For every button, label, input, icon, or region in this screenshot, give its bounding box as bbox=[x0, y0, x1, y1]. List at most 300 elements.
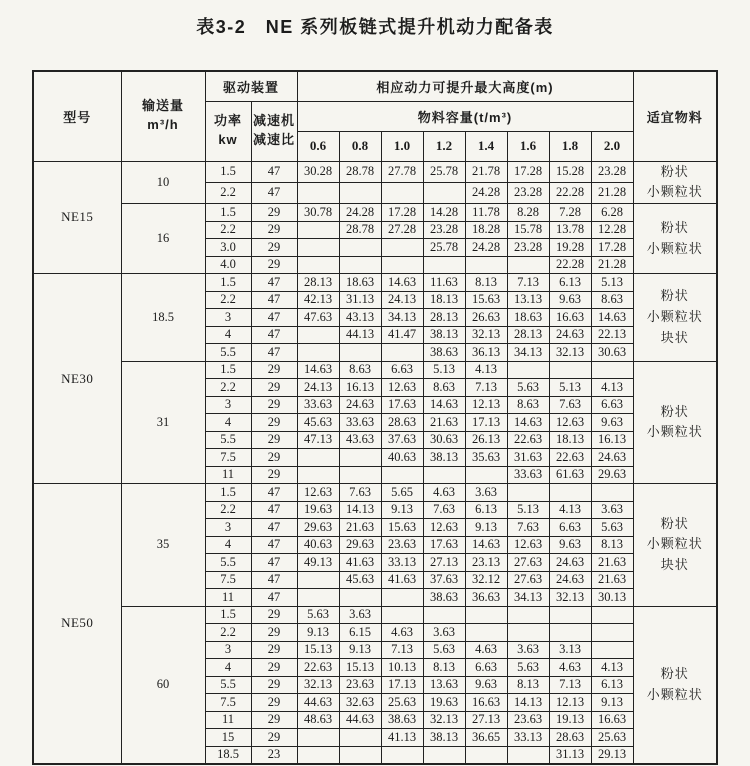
suitable-material-label: 粉状 bbox=[660, 515, 689, 531]
header-capacity-line2: m³/h bbox=[147, 117, 179, 133]
height-value-cell: 15.13 bbox=[297, 641, 339, 659]
height-value-cell: 32.13 bbox=[297, 676, 339, 694]
height-value-cell: 30.13 bbox=[591, 589, 633, 607]
height-value-cell: 3.63 bbox=[591, 501, 633, 519]
height-value-cell: 7.63 bbox=[549, 396, 591, 414]
height-value-cell: 7.13 bbox=[549, 676, 591, 694]
height-value-cell: 9.63 bbox=[549, 291, 591, 309]
header-suitable: 适宜物料 bbox=[633, 71, 717, 161]
height-value-cell: 31.13 bbox=[339, 291, 381, 309]
suitable-material-label: 小颗粒状 bbox=[646, 240, 703, 256]
ratio-cell: 29 bbox=[251, 431, 297, 449]
height-value-cell bbox=[465, 606, 507, 624]
power-cell: 7.5 bbox=[205, 694, 251, 712]
height-value-cell bbox=[507, 484, 549, 502]
height-value-cell: 25.78 bbox=[423, 161, 465, 182]
height-value-cell: 24.63 bbox=[549, 326, 591, 344]
header-capacity bbox=[121, 71, 205, 161]
height-value-cell bbox=[297, 239, 339, 257]
height-value-cell: 24.13 bbox=[381, 291, 423, 309]
height-value-cell: 12.13 bbox=[549, 694, 591, 712]
ratio-cell: 47 bbox=[251, 484, 297, 502]
height-value-cell: 17.28 bbox=[591, 239, 633, 257]
height-value-cell: 6.63 bbox=[465, 659, 507, 677]
ratio-cell: 29 bbox=[251, 361, 297, 379]
height-value-cell: 22.28 bbox=[549, 182, 591, 203]
height-value-cell: 8.28 bbox=[507, 204, 549, 222]
height-value-cell: 34.13 bbox=[507, 589, 549, 607]
power-cell: 2.2 bbox=[205, 379, 251, 397]
height-value-cell bbox=[297, 326, 339, 344]
suitable-cell bbox=[633, 274, 717, 362]
ratio-cell: 29 bbox=[251, 466, 297, 484]
height-value-cell: 38.63 bbox=[423, 344, 465, 362]
height-value-cell: 6.13 bbox=[549, 274, 591, 292]
ratio-cell: 47 bbox=[251, 344, 297, 362]
height-value-cell: 5.13 bbox=[423, 361, 465, 379]
height-value-cell: 26.63 bbox=[465, 309, 507, 327]
height-value-cell: 24.13 bbox=[297, 379, 339, 397]
height-value-cell: 9.63 bbox=[465, 676, 507, 694]
height-value-cell: 25.78 bbox=[423, 239, 465, 257]
height-value-cell: 32.13 bbox=[465, 326, 507, 344]
height-value-cell: 17.28 bbox=[507, 161, 549, 182]
height-value-cell bbox=[507, 606, 549, 624]
height-value-cell: 28.13 bbox=[297, 274, 339, 292]
height-value-cell: 7.13 bbox=[507, 274, 549, 292]
height-value-cell: 22.13 bbox=[591, 326, 633, 344]
height-value-cell: 48.63 bbox=[297, 711, 339, 729]
height-value-cell: 14.63 bbox=[507, 414, 549, 432]
header-density-col: 1.8 bbox=[549, 131, 591, 161]
power-cell: 15 bbox=[205, 729, 251, 747]
height-value-cell: 31.13 bbox=[549, 746, 591, 764]
height-value-cell: 47.63 bbox=[297, 309, 339, 327]
header-density-col: 1.2 bbox=[423, 131, 465, 161]
table-body bbox=[33, 161, 717, 764]
height-value-cell: 24.63 bbox=[549, 554, 591, 572]
height-value-cell: 32.63 bbox=[339, 694, 381, 712]
height-value-cell: 27.63 bbox=[507, 571, 549, 589]
height-value-cell bbox=[339, 449, 381, 467]
height-value-cell bbox=[339, 589, 381, 607]
height-value-cell bbox=[507, 361, 549, 379]
height-value-cell: 19.13 bbox=[549, 711, 591, 729]
height-value-cell: 27.28 bbox=[381, 221, 423, 239]
height-value-cell: 8.13 bbox=[591, 536, 633, 554]
height-value-cell: 17.63 bbox=[423, 536, 465, 554]
capacity-cell: 31 bbox=[121, 361, 205, 484]
power-cell: 1.5 bbox=[205, 161, 251, 182]
power-cell: 4 bbox=[205, 536, 251, 554]
height-value-cell: 24.28 bbox=[339, 204, 381, 222]
height-value-cell: 21.28 bbox=[591, 256, 633, 274]
capacity-cell: 18.5 bbox=[121, 274, 205, 362]
height-value-cell: 9.13 bbox=[297, 624, 339, 642]
height-value-cell: 36.63 bbox=[465, 589, 507, 607]
height-value-cell bbox=[381, 589, 423, 607]
ratio-cell: 47 bbox=[251, 309, 297, 327]
height-value-cell: 44.63 bbox=[297, 694, 339, 712]
height-value-cell bbox=[423, 466, 465, 484]
height-value-cell: 28.13 bbox=[423, 309, 465, 327]
height-value-cell: 21.63 bbox=[591, 554, 633, 572]
header-max-height: 相应动力可提升最大高度(m) bbox=[297, 71, 633, 101]
ratio-cell: 29 bbox=[251, 659, 297, 677]
height-value-cell: 16.13 bbox=[339, 379, 381, 397]
height-value-cell: 7.13 bbox=[465, 379, 507, 397]
height-value-cell: 18.63 bbox=[507, 309, 549, 327]
height-value-cell: 11.78 bbox=[465, 204, 507, 222]
height-value-cell: 19.28 bbox=[549, 239, 591, 257]
height-value-cell: 8.63 bbox=[423, 379, 465, 397]
height-value-cell: 9.63 bbox=[591, 414, 633, 432]
height-value-cell: 14.63 bbox=[591, 309, 633, 327]
height-value-cell: 6.63 bbox=[549, 519, 591, 537]
height-value-cell bbox=[381, 344, 423, 362]
capacity-cell: 60 bbox=[121, 606, 205, 764]
ratio-cell: 29 bbox=[251, 396, 297, 414]
height-value-cell: 45.63 bbox=[339, 571, 381, 589]
height-value-cell: 41.63 bbox=[381, 571, 423, 589]
ratio-cell: 29 bbox=[251, 624, 297, 642]
suitable-cell bbox=[633, 204, 717, 274]
height-value-cell: 40.63 bbox=[381, 449, 423, 467]
height-value-cell: 14.13 bbox=[507, 694, 549, 712]
power-cell: 1.5 bbox=[205, 204, 251, 222]
height-value-cell: 17.63 bbox=[381, 396, 423, 414]
ratio-cell: 29 bbox=[251, 414, 297, 432]
height-value-cell bbox=[339, 466, 381, 484]
power-cell: 11 bbox=[205, 711, 251, 729]
height-value-cell: 38.63 bbox=[423, 589, 465, 607]
power-cell: 5.5 bbox=[205, 676, 251, 694]
height-value-cell bbox=[423, 746, 465, 764]
height-value-cell: 9.13 bbox=[381, 501, 423, 519]
ratio-cell: 29 bbox=[251, 379, 297, 397]
ratio-cell: 29 bbox=[251, 256, 297, 274]
height-value-cell: 7.63 bbox=[507, 519, 549, 537]
height-value-cell: 14.63 bbox=[297, 361, 339, 379]
height-value-cell: 30.28 bbox=[297, 161, 339, 182]
ratio-cell: 29 bbox=[251, 729, 297, 747]
height-value-cell: 18.13 bbox=[423, 291, 465, 309]
ratio-cell: 29 bbox=[251, 606, 297, 624]
header-power-line1: 功率 bbox=[213, 113, 242, 129]
height-value-cell: 23.63 bbox=[339, 676, 381, 694]
height-value-cell: 38.13 bbox=[423, 326, 465, 344]
header-drive: 驱动装置 bbox=[205, 71, 297, 101]
power-cell: 2.2 bbox=[205, 291, 251, 309]
height-value-cell: 6.13 bbox=[591, 676, 633, 694]
height-value-cell: 24.28 bbox=[465, 182, 507, 203]
height-value-cell bbox=[297, 466, 339, 484]
height-value-cell: 14.63 bbox=[465, 536, 507, 554]
height-value-cell: 7.28 bbox=[549, 204, 591, 222]
height-value-cell: 29.13 bbox=[591, 746, 633, 764]
suitable-cell bbox=[633, 161, 717, 204]
suitable-material-label: 小颗粒状 bbox=[646, 536, 703, 552]
height-value-cell: 40.63 bbox=[297, 536, 339, 554]
ratio-cell: 47 bbox=[251, 182, 297, 203]
height-value-cell: 6.13 bbox=[465, 501, 507, 519]
height-value-cell: 6.63 bbox=[381, 361, 423, 379]
height-value-cell: 32.13 bbox=[549, 589, 591, 607]
header-ratio-line1: 减速机 bbox=[252, 113, 295, 129]
height-value-cell bbox=[297, 589, 339, 607]
height-value-cell bbox=[381, 182, 423, 203]
height-value-cell: 28.78 bbox=[339, 221, 381, 239]
height-value-cell: 28.63 bbox=[549, 729, 591, 747]
height-value-cell: 27.13 bbox=[423, 554, 465, 572]
height-value-cell bbox=[297, 729, 339, 747]
height-value-cell bbox=[591, 624, 633, 642]
height-value-cell bbox=[339, 239, 381, 257]
height-value-cell: 49.13 bbox=[297, 554, 339, 572]
power-cell: 1.5 bbox=[205, 274, 251, 292]
height-value-cell: 23.63 bbox=[381, 536, 423, 554]
height-value-cell: 5.63 bbox=[507, 379, 549, 397]
suitable-material-label: 小颗粒状 bbox=[646, 424, 703, 440]
header-density: 物料容量(t/m³) bbox=[297, 101, 633, 131]
height-value-cell: 41.63 bbox=[339, 554, 381, 572]
height-value-cell bbox=[591, 361, 633, 379]
height-value-cell: 38.13 bbox=[423, 729, 465, 747]
ratio-cell: 47 bbox=[251, 326, 297, 344]
header-density-col: 0.6 bbox=[297, 131, 339, 161]
power-cell: 4 bbox=[205, 659, 251, 677]
height-value-cell: 3.63 bbox=[507, 641, 549, 659]
suitable-material-label: 块状 bbox=[660, 557, 689, 573]
ratio-cell: 47 bbox=[251, 589, 297, 607]
height-value-cell: 27.63 bbox=[507, 554, 549, 572]
height-value-cell: 15.28 bbox=[549, 161, 591, 182]
header-density-col: 2.0 bbox=[591, 131, 633, 161]
capacity-cell: 16 bbox=[121, 204, 205, 274]
height-value-cell: 8.13 bbox=[465, 274, 507, 292]
height-value-cell: 33.13 bbox=[381, 554, 423, 572]
height-value-cell bbox=[339, 182, 381, 203]
height-value-cell: 47.13 bbox=[297, 431, 339, 449]
suitable-cell bbox=[633, 484, 717, 607]
power-cell: 3 bbox=[205, 396, 251, 414]
height-value-cell: 13.63 bbox=[423, 676, 465, 694]
height-value-cell: 19.63 bbox=[423, 694, 465, 712]
height-value-cell: 17.28 bbox=[381, 204, 423, 222]
height-value-cell bbox=[591, 484, 633, 502]
height-value-cell bbox=[381, 466, 423, 484]
table-row bbox=[33, 606, 717, 624]
power-cell: 4 bbox=[205, 414, 251, 432]
header-ratio bbox=[251, 101, 297, 161]
height-value-cell bbox=[297, 221, 339, 239]
height-value-cell: 37.63 bbox=[381, 431, 423, 449]
height-value-cell bbox=[381, 239, 423, 257]
height-value-cell: 13.78 bbox=[549, 221, 591, 239]
height-value-cell: 16.63 bbox=[465, 694, 507, 712]
height-value-cell: 24.63 bbox=[549, 571, 591, 589]
header-density-col: 1.0 bbox=[381, 131, 423, 161]
height-value-cell: 41.13 bbox=[381, 729, 423, 747]
power-cell: 11 bbox=[205, 589, 251, 607]
height-value-cell bbox=[297, 256, 339, 274]
height-value-cell: 11.63 bbox=[423, 274, 465, 292]
height-value-cell: 9.13 bbox=[339, 641, 381, 659]
height-value-cell: 34.13 bbox=[507, 344, 549, 362]
height-value-cell: 34.13 bbox=[381, 309, 423, 327]
header-power bbox=[205, 101, 251, 161]
height-value-cell: 12.63 bbox=[507, 536, 549, 554]
power-cell: 2.2 bbox=[205, 624, 251, 642]
height-value-cell: 23.28 bbox=[423, 221, 465, 239]
height-value-cell: 23.63 bbox=[507, 711, 549, 729]
height-value-cell: 14.28 bbox=[423, 204, 465, 222]
height-value-cell: 4.13 bbox=[591, 379, 633, 397]
suitable-material-label: 粉状 bbox=[660, 219, 689, 235]
height-value-cell: 22.63 bbox=[507, 431, 549, 449]
height-value-cell: 4.63 bbox=[381, 624, 423, 642]
height-value-cell: 9.13 bbox=[465, 519, 507, 537]
height-value-cell: 18.28 bbox=[465, 221, 507, 239]
ratio-cell: 47 bbox=[251, 274, 297, 292]
suitable-material-label: 小颗粒状 bbox=[646, 308, 703, 324]
suitable-material-label: 粉状 bbox=[660, 665, 689, 681]
height-value-cell: 4.13 bbox=[549, 501, 591, 519]
table-row bbox=[33, 161, 717, 182]
model-cell: NE50 bbox=[33, 484, 121, 764]
height-value-cell: 7.63 bbox=[339, 484, 381, 502]
height-value-cell: 13.13 bbox=[507, 291, 549, 309]
height-value-cell: 21.63 bbox=[339, 519, 381, 537]
power-cell: 3 bbox=[205, 519, 251, 537]
table-row bbox=[33, 361, 717, 379]
height-value-cell: 7.13 bbox=[381, 641, 423, 659]
power-cell: 3 bbox=[205, 641, 251, 659]
height-value-cell: 5.13 bbox=[507, 501, 549, 519]
power-cell: 1.5 bbox=[205, 484, 251, 502]
ratio-cell: 47 bbox=[251, 291, 297, 309]
suitable-material-label: 块状 bbox=[660, 329, 689, 345]
ratio-cell: 47 bbox=[251, 519, 297, 537]
height-value-cell: 24.63 bbox=[339, 396, 381, 414]
height-value-cell: 15.63 bbox=[465, 291, 507, 309]
ratio-cell: 29 bbox=[251, 676, 297, 694]
height-value-cell: 4.13 bbox=[591, 659, 633, 677]
height-value-cell bbox=[549, 624, 591, 642]
ratio-cell: 29 bbox=[251, 239, 297, 257]
header-density-col: 1.6 bbox=[507, 131, 549, 161]
height-value-cell bbox=[549, 606, 591, 624]
height-value-cell: 4.63 bbox=[549, 659, 591, 677]
height-value-cell: 45.63 bbox=[297, 414, 339, 432]
height-value-cell bbox=[339, 344, 381, 362]
height-value-cell bbox=[297, 182, 339, 203]
height-value-cell: 6.63 bbox=[591, 396, 633, 414]
suitable-material-label: 粉状 bbox=[660, 163, 689, 179]
height-value-cell: 43.13 bbox=[339, 309, 381, 327]
height-value-cell: 30.78 bbox=[297, 204, 339, 222]
model-cell: NE15 bbox=[33, 161, 121, 274]
height-value-cell: 16.13 bbox=[591, 431, 633, 449]
height-value-cell: 5.65 bbox=[381, 484, 423, 502]
height-value-cell: 23.28 bbox=[507, 239, 549, 257]
height-value-cell: 33.63 bbox=[507, 466, 549, 484]
height-value-cell: 42.13 bbox=[297, 291, 339, 309]
height-value-cell bbox=[423, 606, 465, 624]
height-value-cell bbox=[381, 746, 423, 764]
power-cell: 2.2 bbox=[205, 221, 251, 239]
power-cell: 5.5 bbox=[205, 554, 251, 572]
height-value-cell: 15.13 bbox=[339, 659, 381, 677]
height-value-cell: 37.63 bbox=[423, 571, 465, 589]
height-value-cell: 18.13 bbox=[549, 431, 591, 449]
height-value-cell: 15.63 bbox=[381, 519, 423, 537]
model-cell: NE30 bbox=[33, 274, 121, 484]
height-value-cell: 15.78 bbox=[507, 221, 549, 239]
height-value-cell: 5.63 bbox=[423, 641, 465, 659]
height-value-cell: 29.63 bbox=[591, 466, 633, 484]
height-value-cell: 28.63 bbox=[381, 414, 423, 432]
height-value-cell: 33.63 bbox=[339, 414, 381, 432]
height-value-cell: 25.63 bbox=[381, 694, 423, 712]
height-value-cell: 14.63 bbox=[381, 274, 423, 292]
height-value-cell bbox=[339, 256, 381, 274]
suitable-material-label: 粉状 bbox=[660, 288, 689, 304]
height-value-cell bbox=[549, 361, 591, 379]
height-value-cell bbox=[297, 344, 339, 362]
power-cell: 1.5 bbox=[205, 361, 251, 379]
height-value-cell: 41.47 bbox=[381, 326, 423, 344]
height-value-cell: 21.78 bbox=[465, 161, 507, 182]
height-value-cell bbox=[465, 256, 507, 274]
ratio-cell: 29 bbox=[251, 694, 297, 712]
header-capacity-line1: 输送量 bbox=[141, 98, 184, 114]
height-value-cell: 28.78 bbox=[339, 161, 381, 182]
height-value-cell: 4.13 bbox=[465, 361, 507, 379]
suitable-cell bbox=[633, 361, 717, 484]
capacity-cell: 35 bbox=[121, 484, 205, 607]
height-value-cell: 22.63 bbox=[549, 449, 591, 467]
height-value-cell: 18.63 bbox=[339, 274, 381, 292]
height-value-cell: 61.63 bbox=[549, 466, 591, 484]
height-value-cell bbox=[381, 606, 423, 624]
height-value-cell: 35.63 bbox=[465, 449, 507, 467]
height-value-cell: 33.13 bbox=[507, 729, 549, 747]
height-value-cell bbox=[297, 746, 339, 764]
height-value-cell: 5.63 bbox=[297, 606, 339, 624]
power-cell: 2.2 bbox=[205, 182, 251, 203]
height-value-cell bbox=[423, 182, 465, 203]
height-value-cell bbox=[381, 256, 423, 274]
height-value-cell: 16.63 bbox=[591, 711, 633, 729]
suitable-material-label: 粉状 bbox=[660, 403, 689, 419]
height-value-cell: 44.63 bbox=[339, 711, 381, 729]
height-value-cell bbox=[339, 729, 381, 747]
power-cell: 5.5 bbox=[205, 431, 251, 449]
ratio-cell: 29 bbox=[251, 711, 297, 729]
height-value-cell: 3.63 bbox=[465, 484, 507, 502]
height-value-cell: 38.63 bbox=[381, 711, 423, 729]
power-cell: 7.5 bbox=[205, 571, 251, 589]
height-value-cell: 5.13 bbox=[591, 274, 633, 292]
height-value-cell: 23.28 bbox=[507, 182, 549, 203]
height-value-cell bbox=[507, 624, 549, 642]
height-value-cell: 36.13 bbox=[465, 344, 507, 362]
power-cell: 11 bbox=[205, 466, 251, 484]
height-value-cell: 27.78 bbox=[381, 161, 423, 182]
height-value-cell: 23.13 bbox=[465, 554, 507, 572]
height-value-cell: 12.28 bbox=[591, 221, 633, 239]
